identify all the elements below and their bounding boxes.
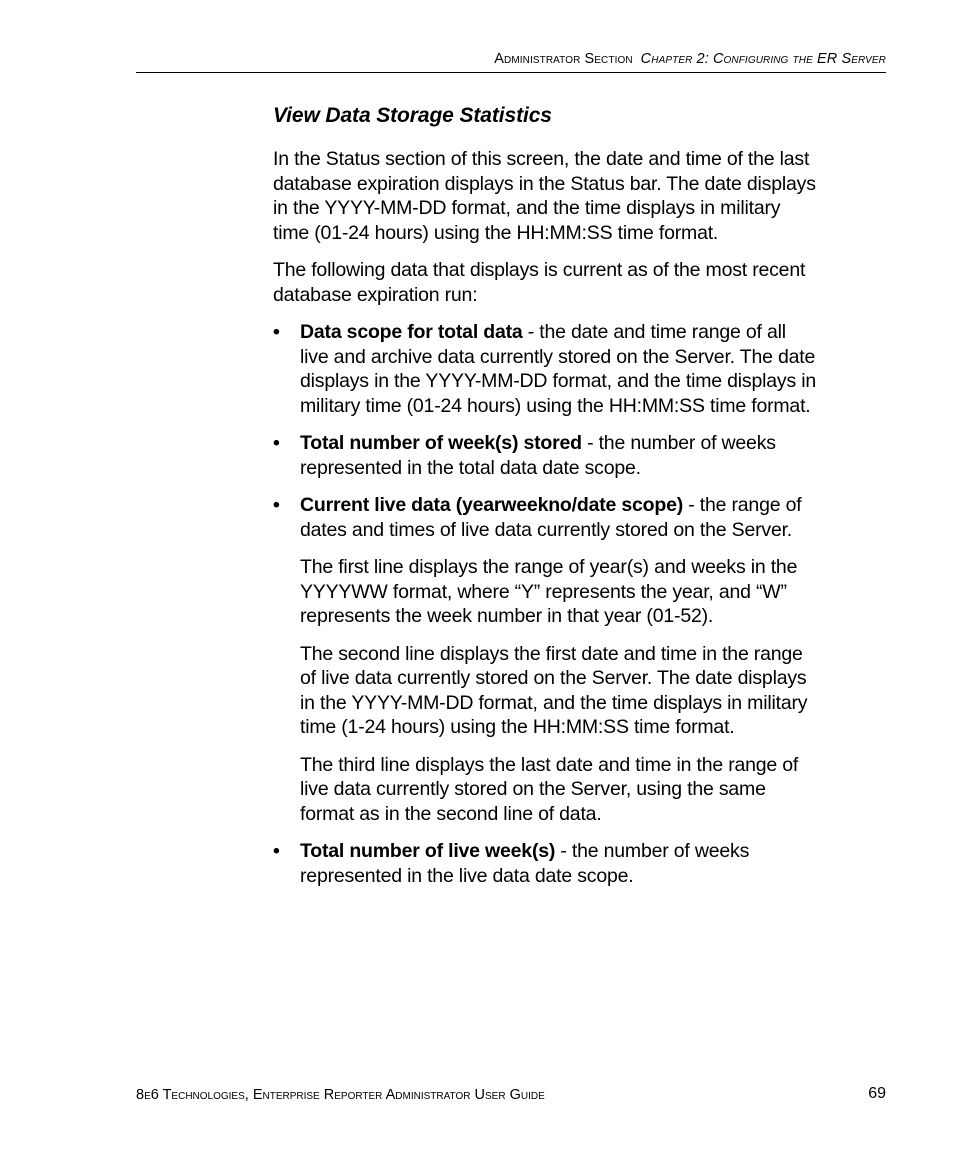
page-body	[273, 102, 818, 901]
header-section: Administrator Section	[494, 51, 633, 67]
list-item-description: - the range of dates and times of live data currently stored on the Server.	[300, 494, 802, 541]
section-title: View Data Storage Statistics	[273, 104, 552, 127]
list-item-text	[300, 320, 818, 418]
list-item-description: - the number of weeks represented in the total data date scope.	[300, 432, 776, 479]
list-item-detail: The first line displays the range of year(s) and weeks in the YYYYWW format, where “Y” represents the year, and “W” represents the week number in that year (01-52).	[300, 556, 798, 627]
list-item-term: Total number of week(s) stored	[300, 432, 582, 454]
list-item-detail: The second line displays the first date and time in the range of live data currently stored on the Server. The date displays in the YYYY-MM-DD format, and the time displays in military time (1-24 hours) using the HH:MM:SS time format.	[300, 642, 808, 738]
bullet-icon: •	[273, 840, 280, 862]
list-item-text	[300, 493, 818, 542]
running-header	[136, 50, 886, 68]
list-item-description: - the date and time range of all live and archive data currently stored on the Server. The date displays in the YYYY-MM-DD format, and the time displays in military time (01-24 hours) using the HH:MM:SS time format.	[300, 321, 817, 417]
header-rule	[136, 72, 886, 73]
list-item-description: - the number of weeks represented in the live data date scope.	[300, 840, 750, 887]
list-item-term: Total number of live week(s)	[300, 840, 556, 862]
bullet-icon: •	[273, 432, 280, 454]
list-item-detail: The third line displays the last date and time in the range of live data currently stored on the Server, using the same format as in the second line of data.	[300, 753, 799, 825]
list-item-text	[300, 431, 818, 480]
footer-guide-title: 8e6 Technologies, Enterprise Reporter Administrator User Guide	[136, 1087, 545, 1103]
page-number: 69	[868, 1085, 886, 1102]
bullet-icon: •	[273, 321, 280, 343]
bullet-icon: •	[273, 494, 280, 516]
intro-paragraph: In the Status section of this screen, the date and time of the last database expiration displays in the Status bar. The date displays in the YYYY-MM-DD format, and the time displays in military time (01-24 hours) using the HH:MM:SS time format.	[273, 148, 816, 244]
header-chapter: Chapter 2: Configuring the ER Server	[640, 51, 886, 67]
list-item-text	[300, 839, 818, 888]
list-item	[273, 839, 818, 888]
list-item	[273, 320, 818, 418]
list-item	[273, 431, 818, 480]
statistics-list	[273, 320, 818, 888]
list-item	[273, 493, 818, 826]
list-item-term: Data scope for total data	[300, 321, 523, 343]
intro-paragraph: The following data that displays is current as of the most recent database expiration run:	[273, 259, 806, 306]
list-item-term: Current live data (yearweekno/date scope)	[300, 494, 684, 516]
